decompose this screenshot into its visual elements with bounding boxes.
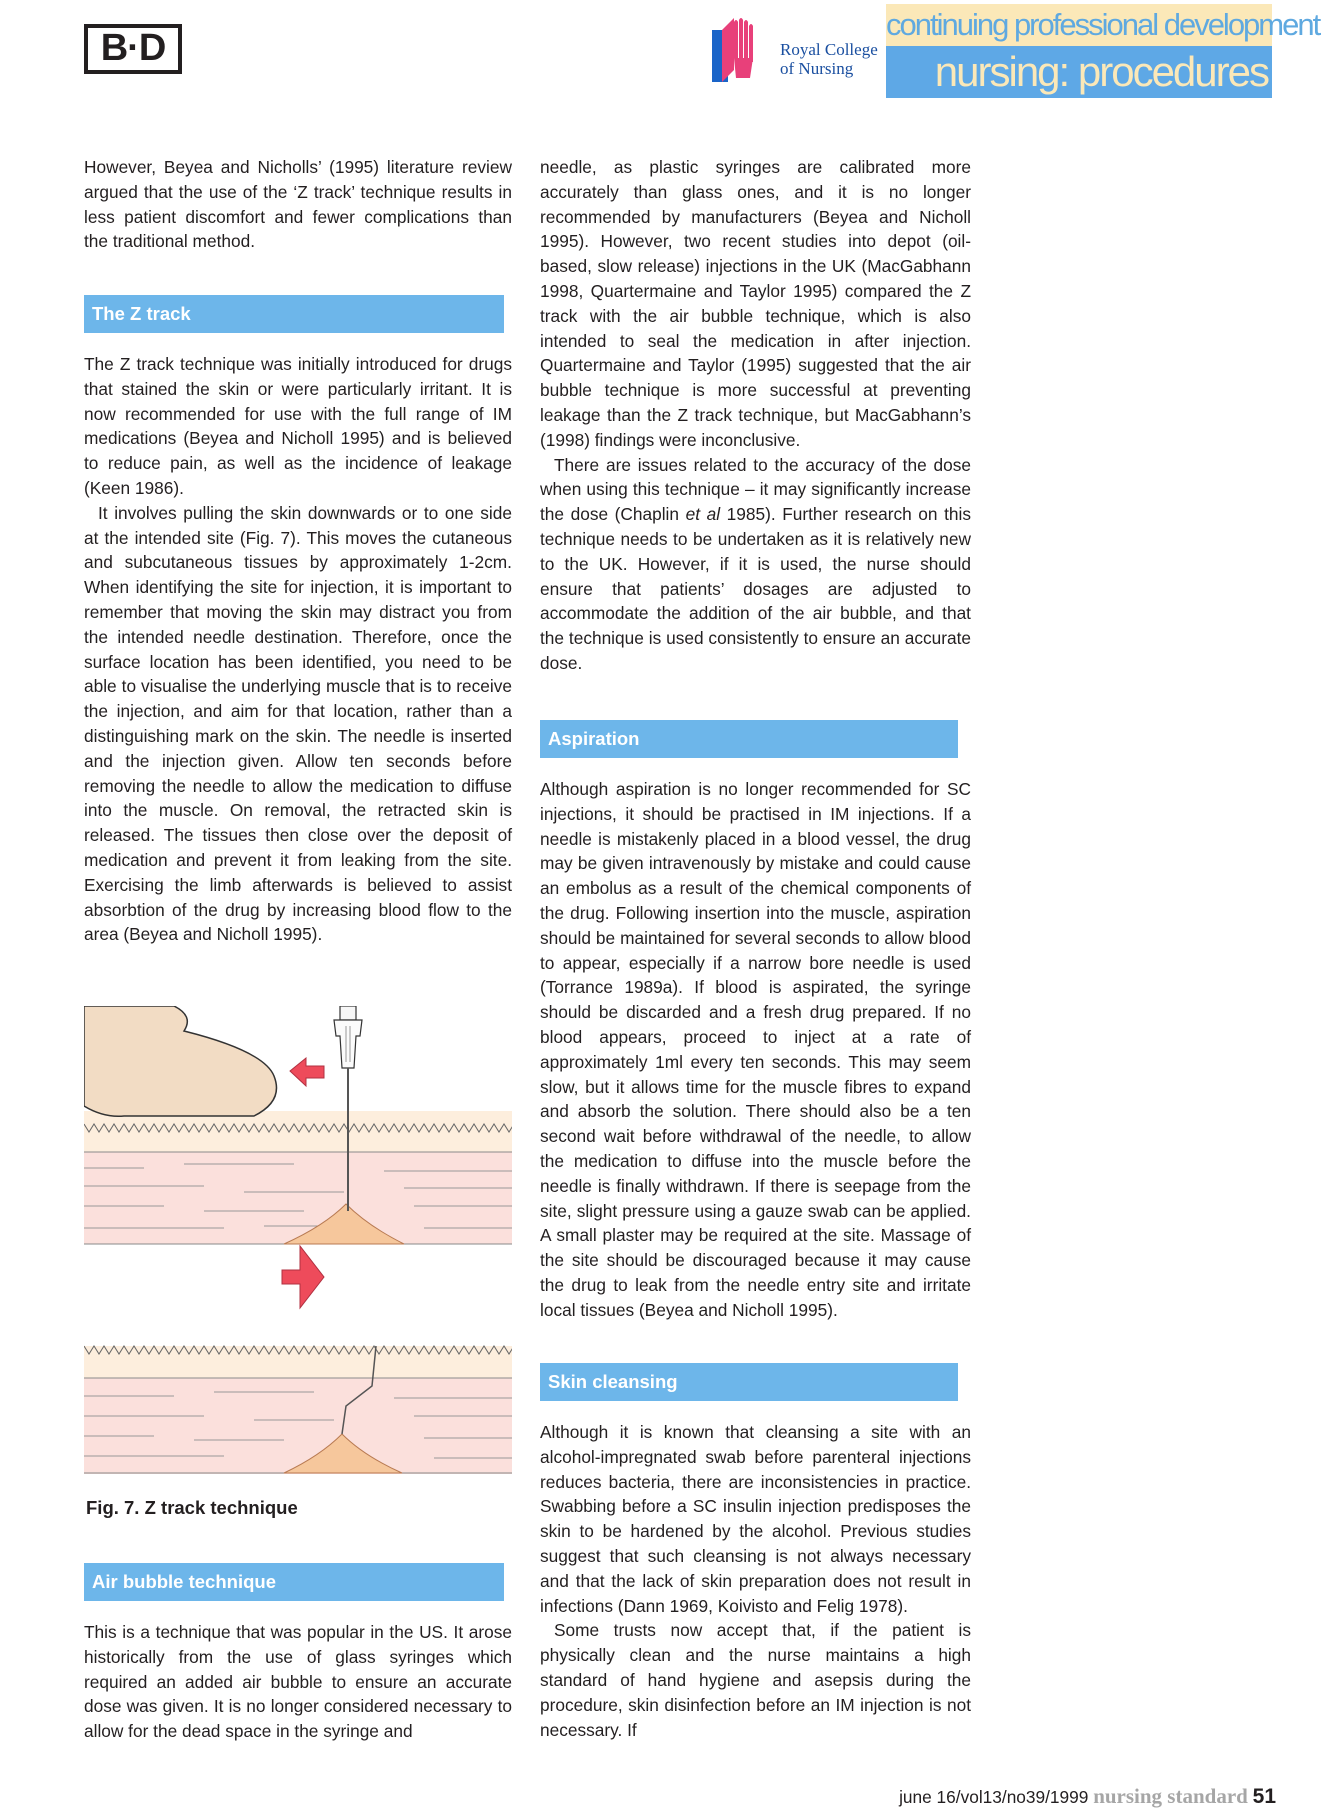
series-title-top: continuing professional development (886, 4, 1272, 46)
rcn-line-1: Royal College (780, 40, 878, 59)
aspiration-paragraph-1: Although aspiration is no longer recommended for SC injections, it should be practised in IM injections. If a needle is mistakenly placed in a blood vessel, the drug may be given intravenously by mistake and could cause an embolus as a result of the chemical components of the drug. Following insertion into the muscle, aspiration should be maintained for several seconds to allow blood to appear, especially if a narrow bore needle is used (Torrance 1989a). If blood is aspirated, the syringe should be discarded and a fresh drug prepared. If no blood appears, proceed to inject at a rate of approximately 1ml every ten seconds. This may seem slow, but it allows time for the muscle fibres to expand and absorb the solution. There should also be a ten second wait before withdrawal of the needle, to allow the medication to diffuse into the muscle before the needle is finally withdrawn. If there is seepage from the site, slight pressure using a gauze swab can be applied. A small plaster may be required at the site. Massage of the site should be discouraged because it may cause the drug to leak from the needle entry site and irritate local tissues (Beyea and Nicholl 1995). (540, 779, 971, 1320)
heading-air-bubble: Air bubble technique (84, 1563, 504, 1601)
finger-shape (84, 1006, 277, 1116)
heading-z-track: The Z track (84, 295, 504, 333)
z-track-paragraph-2: It involves pulling the skin downwards or to one side at the intended site (Fig. 7). This moves the cutaneous and subcutaneous tissues by approximately 1-2cm. When identifying the site for injection, it is important to remember that moving the skin may distract you from the intended needle destination. Therefore, once the surface location has been identified, you need to be able to visualise the underlying muscle that is to receive the injection, and aim for that location, rather than a distinguishing mark on the skin. The needle is inserted and the injection given. Allow ten seconds before removing the needle to allow the medication to diffuse into the muscle. On removal, the retracted skin is released. The tissues then close over the deposit of medication and prevent it from leaking from the site. Exercising the limb afterwards is believed to assist absorbtion of the drug by increasing blood flow to the area (Beyea and Nicholl 1995). (84, 502, 512, 945)
z-track-figure (84, 1006, 512, 1474)
page-footer (899, 1784, 1276, 1809)
continued-paragraph-1: needle, as plastic syringes are calibrated more accurately than glass ones, and it is no longer recommended by manufacturers (Beyea and Nicholl 1995). However, two recent studies into depot (oil-based, slow release) injections in the UK (MacGabhann 1998, Quartermaine and Taylor 1995) compared the Z track with the air bubble technique, which is also intended to seal the medication in after injection. Quartermaine and Taylor (1995) suggested that the air bubble technique is more successful at preventing leakage than the Z track technique, but MacGabhann’s (1998) findings were inconclusive. (540, 157, 971, 450)
column-2-continued (540, 155, 971, 676)
muscle-layer-top (84, 1152, 512, 1244)
syringe-barrel (340, 1006, 356, 1020)
rcn-line-2: of Nursing (780, 59, 854, 78)
heading-skin-cleansing: Skin cleansing (540, 1363, 958, 1401)
paragraph-2-part-a: There are issues related to the accuracy of the dose when using this technique – it may significantly increase the dose (Chaplin (540, 454, 971, 525)
z-track-section (84, 352, 512, 947)
figure-caption: Fig. 7. Z track technique (86, 1497, 298, 1518)
arrow-right-icon (282, 1246, 324, 1308)
skin-cleansing-paragraph-2: Some trusts now accept that, if the patient is physically clean and the nurse maintains a high standard of hand hygiene and asepsis during the procedure, skin disinfection before an IM injection is not necessary. If (540, 1620, 971, 1740)
fat-layer-bottom (84, 1346, 512, 1378)
intro-text: However, Beyea and Nicholls’ (1995) literature review argued that the use of the ‘Z track’ technique results in less patient discomfort and fewer complications than the traditional method. (84, 157, 512, 252)
continued-paragraph-2 (540, 453, 971, 676)
issue-info: june 16/vol13/no39/1999 (899, 1787, 1094, 1807)
air-bubble-paragraph-1: This is a technique that was popular in the US. It arose historically from the use of glass syringes which required an added air bubble to ensure an accurate dose was given. It is no longer considered necessary to allow for the dead space in the syringe and (84, 1622, 512, 1742)
page-number: 51 (1252, 1785, 1276, 1808)
air-bubble-section (84, 1620, 512, 1744)
heading-aspiration: Aspiration (540, 720, 958, 758)
skin-cleansing-section (540, 1420, 971, 1742)
et-al-italic: et al (685, 504, 721, 525)
series-title-bottom: nursing: procedures (886, 46, 1272, 98)
needle-hub (334, 1020, 362, 1068)
rcn-wordmark (780, 40, 878, 78)
fig-panel-bottom (84, 1346, 512, 1474)
skin-cleansing-paragraph-1: Although it is known that cleansing a site with an alcohol-impregnated swab before parenteral injections reduces bacteria, there are inconsistencies in practice. Swabbing before a SC insulin injection predisposes the skin to be hardened by the alcohol. Previous studies suggest that such cleansing is not always necessary and that the lack of skin preparation does not result in infections (Dann 1969, Koivisto and Felig 1978). (540, 1422, 971, 1616)
arrow-left-icon (290, 1058, 324, 1086)
fig-panel-top (84, 1006, 512, 1244)
intro-paragraph (84, 155, 512, 254)
z-track-paragraph-1: The Z track technique was initially introduced for drugs that stained the skin or were particularly irritant. It is now recommended for use with the full range of IM medications (Beyea and Nicholl 1995) and is believed to reduce pain, as well as the incidence of leakage (Keen 1986). (84, 354, 512, 498)
journal-name: nursing standard (1093, 1784, 1248, 1808)
bd-logo: B·D (84, 24, 182, 74)
paragraph-2-part-b: 1985). Further research on this technique needs to be undertaken as it is relatively new to the UK. However, if it is used, the nurse should ensure that patients’ dosages are adjusted to accommodate the addition of the air bubble, and that the technique is used consistently to ensure an accurate dose. (540, 504, 971, 673)
aspiration-section (540, 777, 971, 1323)
